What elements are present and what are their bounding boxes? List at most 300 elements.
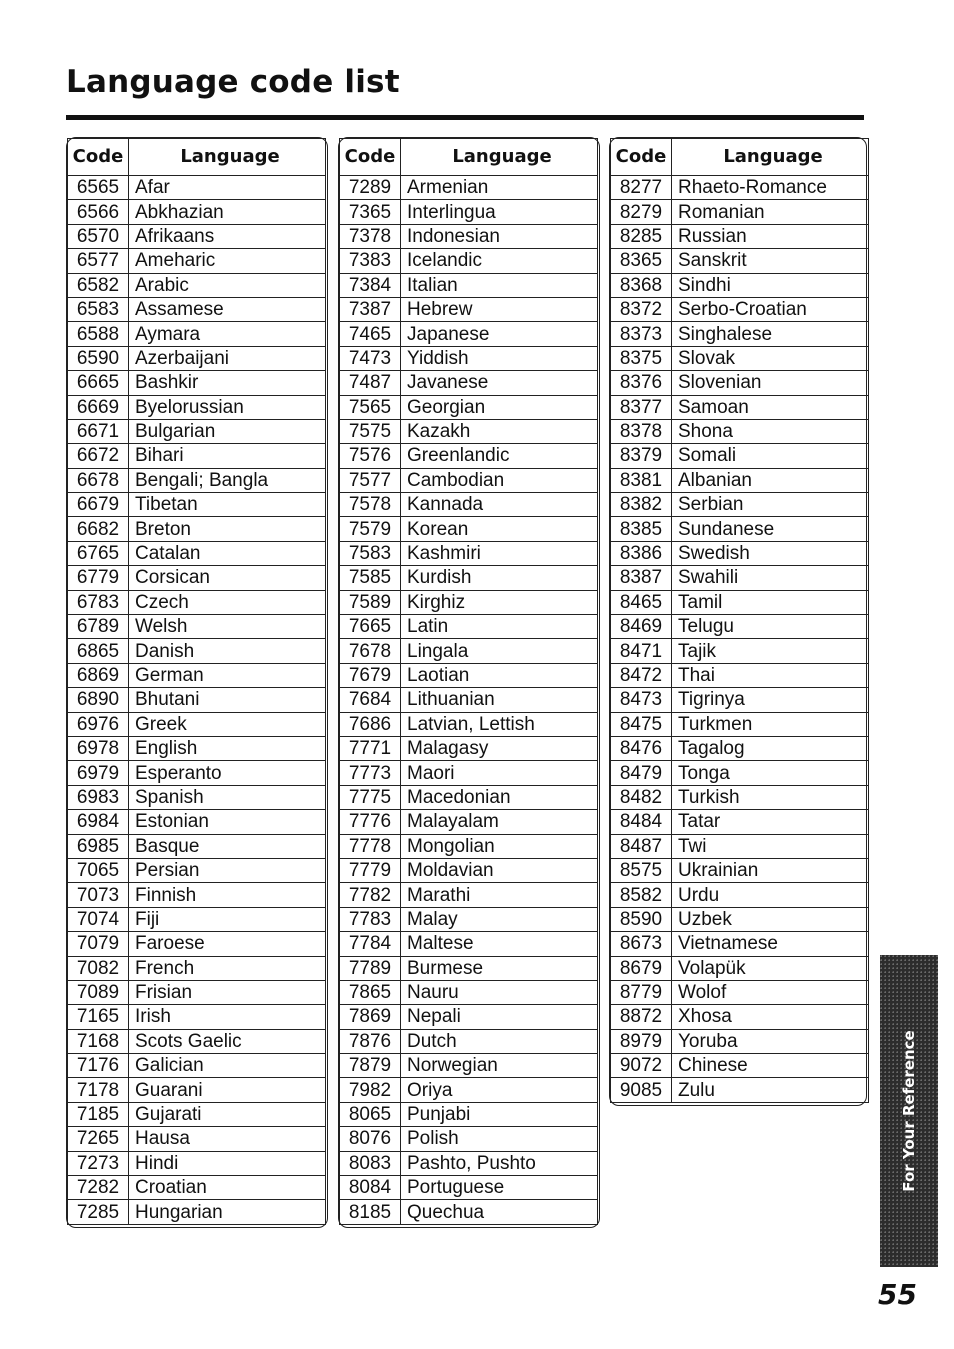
language-code-cell: 8387 — [611, 566, 672, 590]
table-row — [611, 590, 869, 614]
language-name-cell: Yoruba — [672, 1029, 869, 1053]
language-code-cell: 7789 — [340, 956, 401, 980]
language-code-cell: 8673 — [611, 932, 672, 956]
table-header-row — [68, 139, 326, 176]
language-code-cell: 7579 — [340, 517, 401, 541]
header-code: Code — [68, 139, 129, 176]
language-name-cell: Assamese — [129, 297, 326, 321]
table-row — [340, 1029, 598, 1053]
table-row — [340, 688, 598, 712]
language-name-cell: Spanish — [129, 785, 326, 809]
language-code-table-3 — [610, 138, 869, 1103]
language-code-cell: 7282 — [68, 1176, 129, 1200]
language-name-cell: Sundanese — [672, 517, 869, 541]
language-name-cell: Urdu — [672, 883, 869, 907]
table-row — [68, 322, 326, 346]
language-code-cell: 8582 — [611, 883, 672, 907]
table-row — [611, 444, 869, 468]
language-name-cell: Laotian — [401, 663, 598, 687]
table-row — [68, 736, 326, 760]
language-name-cell: Welsh — [129, 615, 326, 639]
table-row — [611, 1029, 869, 1053]
language-code-cell: 8376 — [611, 371, 672, 395]
language-code-cell: 7679 — [340, 663, 401, 687]
table-row — [68, 810, 326, 834]
language-code-cell: 7384 — [340, 273, 401, 297]
table-row — [340, 322, 598, 346]
table-row — [611, 834, 869, 858]
language-code-cell: 8279 — [611, 200, 672, 224]
language-code-cell: 8277 — [611, 176, 672, 200]
language-name-cell: Pashto, Pushto — [401, 1151, 598, 1175]
language-code-cell: 7074 — [68, 907, 129, 931]
language-code-cell: 7289 — [340, 176, 401, 200]
language-code-cell: 6566 — [68, 200, 129, 224]
table-row — [611, 224, 869, 248]
table-row — [68, 1078, 326, 1102]
table-row — [68, 273, 326, 297]
language-name-cell: Greenlandic — [401, 444, 598, 468]
table-row — [611, 517, 869, 541]
language-code-cell: 6985 — [68, 834, 129, 858]
language-code-cell: 8368 — [611, 273, 672, 297]
language-name-cell: Kazakh — [401, 419, 598, 443]
language-code-cell: 8465 — [611, 590, 672, 614]
language-name-cell: Malayalam — [401, 810, 598, 834]
language-code-cell: 7686 — [340, 712, 401, 736]
table-row — [611, 907, 869, 931]
language-name-cell: Croatian — [129, 1176, 326, 1200]
table-row — [340, 810, 598, 834]
table-row — [340, 956, 598, 980]
table-row — [340, 249, 598, 273]
table-row — [340, 419, 598, 443]
table-row — [340, 1127, 598, 1151]
language-code-cell: 6672 — [68, 444, 129, 468]
language-name-cell: Wolof — [672, 980, 869, 1004]
table-row — [340, 1005, 598, 1029]
language-name-cell: Yiddish — [401, 346, 598, 370]
table-row — [340, 736, 598, 760]
table-row — [340, 1151, 598, 1175]
table-row — [68, 297, 326, 321]
language-name-cell: Macedonian — [401, 785, 598, 809]
language-code-cell: 8385 — [611, 517, 672, 541]
table-row — [68, 249, 326, 273]
language-code-cell: 7565 — [340, 395, 401, 419]
table-row — [68, 1054, 326, 1078]
language-name-cell: Mongolian — [401, 834, 598, 858]
table-row — [68, 688, 326, 712]
language-name-cell: Afar — [129, 176, 326, 200]
language-name-cell: Hausa — [129, 1127, 326, 1151]
language-name-cell: Armenian — [401, 176, 598, 200]
language-name-cell: Hungarian — [129, 1200, 326, 1224]
language-code-cell: 8482 — [611, 785, 672, 809]
table-row — [611, 249, 869, 273]
table-row — [611, 493, 869, 517]
language-code-cell: 7082 — [68, 956, 129, 980]
language-name-cell: Indonesian — [401, 224, 598, 248]
table-row — [340, 761, 598, 785]
table-row — [611, 883, 869, 907]
language-name-cell: Italian — [401, 273, 598, 297]
table-row — [340, 297, 598, 321]
language-code-cell: 7784 — [340, 932, 401, 956]
language-name-cell: Moldavian — [401, 858, 598, 882]
language-code-cell: 7575 — [340, 419, 401, 443]
language-name-cell: Kirghiz — [401, 590, 598, 614]
language-name-cell: Zulu — [672, 1078, 869, 1102]
header-language: Language — [129, 139, 326, 176]
language-name-cell: Rhaeto-Romance — [672, 176, 869, 200]
side-tab-label: For Your Reference — [900, 1030, 918, 1192]
language-code-cell: 8381 — [611, 468, 672, 492]
language-code-cell: 7577 — [340, 468, 401, 492]
language-name-cell: Swahili — [672, 566, 869, 590]
table-row — [340, 273, 598, 297]
language-code-cell: 7776 — [340, 810, 401, 834]
language-name-cell: Nauru — [401, 980, 598, 1004]
table-row — [68, 1029, 326, 1053]
language-name-cell: Sanskrit — [672, 249, 869, 273]
language-name-cell: Twi — [672, 834, 869, 858]
table-row — [611, 297, 869, 321]
language-name-cell: Ukrainian — [672, 858, 869, 882]
table-row — [340, 590, 598, 614]
table-row — [611, 810, 869, 834]
table-row — [68, 224, 326, 248]
language-code-cell: 8285 — [611, 224, 672, 248]
table-row — [68, 615, 326, 639]
table-row — [611, 615, 869, 639]
table-row — [340, 858, 598, 882]
language-name-cell: Albanian — [672, 468, 869, 492]
language-name-cell: Latvian, Lettish — [401, 712, 598, 736]
language-code-cell: 7065 — [68, 858, 129, 882]
language-code-cell: 7473 — [340, 346, 401, 370]
language-code-cell: 8382 — [611, 493, 672, 517]
table-row — [340, 1176, 598, 1200]
language-name-cell: Danish — [129, 639, 326, 663]
language-code-cell: 6779 — [68, 566, 129, 590]
language-code-cell: 7387 — [340, 297, 401, 321]
language-name-cell: Tigrinya — [672, 688, 869, 712]
language-code-cell: 7273 — [68, 1151, 129, 1175]
language-code-cell: 7089 — [68, 980, 129, 1004]
table-row — [340, 566, 598, 590]
language-name-cell: Byelorussian — [129, 395, 326, 419]
language-code-cell: 6678 — [68, 468, 129, 492]
language-code-cell: 7678 — [340, 639, 401, 663]
language-code-cell: 7487 — [340, 371, 401, 395]
table-row — [68, 785, 326, 809]
language-name-cell: Persian — [129, 858, 326, 882]
table-row — [68, 566, 326, 590]
table-row — [68, 712, 326, 736]
language-name-cell: Portuguese — [401, 1176, 598, 1200]
language-name-cell: Javanese — [401, 371, 598, 395]
language-name-cell: Finnish — [129, 883, 326, 907]
table-row — [340, 444, 598, 468]
language-code-cell: 6671 — [68, 419, 129, 443]
language-name-cell: Kannada — [401, 493, 598, 517]
language-code-cell: 7876 — [340, 1029, 401, 1053]
language-code-cell: 6890 — [68, 688, 129, 712]
table-row — [68, 1102, 326, 1126]
language-name-cell: Azerbaijani — [129, 346, 326, 370]
language-code-cell: 6590 — [68, 346, 129, 370]
language-code-cell: 7665 — [340, 615, 401, 639]
language-name-cell: Bhutani — [129, 688, 326, 712]
table-row — [68, 176, 326, 200]
page-number: 55 — [878, 1278, 917, 1311]
language-code-cell: 7782 — [340, 883, 401, 907]
language-code-cell: 6865 — [68, 639, 129, 663]
language-name-cell: Turkmen — [672, 712, 869, 736]
table-row — [68, 371, 326, 395]
table-row — [340, 932, 598, 956]
header-code: Code — [611, 139, 672, 176]
language-code-cell: 7168 — [68, 1029, 129, 1053]
language-code-cell: 6682 — [68, 517, 129, 541]
language-code-cell: 6582 — [68, 273, 129, 297]
language-code-cell: 8185 — [340, 1200, 401, 1224]
language-name-cell: French — [129, 956, 326, 980]
table-row — [68, 663, 326, 687]
language-code-cell: 8872 — [611, 1005, 672, 1029]
table-row — [611, 761, 869, 785]
language-name-cell: Gujarati — [129, 1102, 326, 1126]
language-name-cell: Latin — [401, 615, 598, 639]
language-code-cell: 7684 — [340, 688, 401, 712]
table-row — [611, 932, 869, 956]
language-name-cell: Dutch — [401, 1029, 598, 1053]
language-name-cell: Tonga — [672, 761, 869, 785]
language-code-cell: 8979 — [611, 1029, 672, 1053]
table-row — [611, 712, 869, 736]
language-name-cell: Malay — [401, 907, 598, 931]
language-name-cell: Tamil — [672, 590, 869, 614]
table-row — [68, 444, 326, 468]
table-row — [68, 541, 326, 565]
language-name-cell: Xhosa — [672, 1005, 869, 1029]
language-name-cell: Shona — [672, 419, 869, 443]
table-row — [340, 785, 598, 809]
language-code-cell: 6789 — [68, 615, 129, 639]
language-name-cell: Kashmiri — [401, 541, 598, 565]
language-code-table-1 — [67, 138, 326, 1225]
table-row — [611, 322, 869, 346]
table-row — [68, 1151, 326, 1175]
language-code-cell: 8386 — [611, 541, 672, 565]
table-row — [611, 1005, 869, 1029]
language-name-cell: Punjabi — [401, 1102, 598, 1126]
language-code-cell: 7578 — [340, 493, 401, 517]
language-code-cell: 8076 — [340, 1127, 401, 1151]
language-code-cell: 8469 — [611, 615, 672, 639]
table-row — [68, 419, 326, 443]
header-code: Code — [340, 139, 401, 176]
language-name-cell: Faroese — [129, 932, 326, 956]
language-code-cell: 9085 — [611, 1078, 672, 1102]
language-name-cell: Greek — [129, 712, 326, 736]
language-name-cell: Interlingua — [401, 200, 598, 224]
language-name-cell: Russian — [672, 224, 869, 248]
language-code-cell: 6565 — [68, 176, 129, 200]
language-code-cell: 6669 — [68, 395, 129, 419]
language-name-cell: Bulgarian — [129, 419, 326, 443]
language-code-cell: 8472 — [611, 663, 672, 687]
table-row — [68, 395, 326, 419]
table-row — [611, 688, 869, 712]
table-row — [68, 493, 326, 517]
language-name-cell: Cambodian — [401, 468, 598, 492]
language-name-cell: Irish — [129, 1005, 326, 1029]
language-code-cell: 8679 — [611, 956, 672, 980]
language-name-cell: Estonian — [129, 810, 326, 834]
language-code-cell: 8375 — [611, 346, 672, 370]
language-name-cell: Romanian — [672, 200, 869, 224]
language-code-cell: 8065 — [340, 1102, 401, 1126]
language-code-cell: 7585 — [340, 566, 401, 590]
table-row — [340, 834, 598, 858]
language-code-cell: 7775 — [340, 785, 401, 809]
table-row — [68, 517, 326, 541]
language-name-cell: Galician — [129, 1054, 326, 1078]
language-code-cell: 7869 — [340, 1005, 401, 1029]
language-name-cell: Guarani — [129, 1078, 326, 1102]
language-name-cell: Malagasy — [401, 736, 598, 760]
language-code-cell: 8471 — [611, 639, 672, 663]
title-rule — [66, 115, 864, 120]
language-name-cell: Slovenian — [672, 371, 869, 395]
language-code-cell: 8484 — [611, 810, 672, 834]
table-row — [611, 639, 869, 663]
language-code-cell: 7779 — [340, 858, 401, 882]
table-row — [611, 785, 869, 809]
table-row — [611, 663, 869, 687]
language-name-cell: Volapük — [672, 956, 869, 980]
language-name-cell: Oriya — [401, 1078, 598, 1102]
table-row — [611, 1078, 869, 1102]
table-header-row — [340, 139, 598, 176]
language-code-cell: 7865 — [340, 980, 401, 1004]
table-row — [611, 956, 869, 980]
table-row — [68, 590, 326, 614]
language-code-cell: 7783 — [340, 907, 401, 931]
table-row — [68, 200, 326, 224]
language-code-cell: 7378 — [340, 224, 401, 248]
header-language: Language — [672, 139, 869, 176]
table-row — [611, 346, 869, 370]
table-row — [611, 200, 869, 224]
language-name-cell: Singhalese — [672, 322, 869, 346]
table-row — [340, 517, 598, 541]
language-name-cell: Tibetan — [129, 493, 326, 517]
language-code-cell: 7178 — [68, 1078, 129, 1102]
table-row — [340, 346, 598, 370]
language-name-cell: Aymara — [129, 322, 326, 346]
language-code-cell: 7982 — [340, 1078, 401, 1102]
table-row — [340, 468, 598, 492]
language-code-cell: 6679 — [68, 493, 129, 517]
table-row — [611, 541, 869, 565]
language-name-cell: Japanese — [401, 322, 598, 346]
language-name-cell: Chinese — [672, 1054, 869, 1078]
language-code-cell: 8365 — [611, 249, 672, 273]
language-code-cell: 8487 — [611, 834, 672, 858]
table-row — [611, 858, 869, 882]
language-name-cell: English — [129, 736, 326, 760]
language-name-cell: Serbian — [672, 493, 869, 517]
table-row — [68, 468, 326, 492]
table-row — [68, 639, 326, 663]
table-row — [340, 980, 598, 1004]
table-row — [611, 1054, 869, 1078]
language-name-cell: Afrikaans — [129, 224, 326, 248]
language-name-cell: Maltese — [401, 932, 598, 956]
language-code-cell: 7583 — [340, 541, 401, 565]
language-code-cell: 8476 — [611, 736, 672, 760]
table-row — [611, 419, 869, 443]
table-row — [340, 1102, 598, 1126]
language-name-cell: Bashkir — [129, 371, 326, 395]
language-name-cell: Norwegian — [401, 1054, 598, 1078]
table-row — [68, 1200, 326, 1224]
language-name-cell: Abkhazian — [129, 200, 326, 224]
language-code-cell: 7778 — [340, 834, 401, 858]
language-code-cell: 8379 — [611, 444, 672, 468]
language-code-cell: 7073 — [68, 883, 129, 907]
language-name-cell: Lithuanian — [401, 688, 598, 712]
language-code-cell: 6869 — [68, 663, 129, 687]
language-code-cell: 7383 — [340, 249, 401, 273]
table-row — [340, 493, 598, 517]
language-code-cell: 8084 — [340, 1176, 401, 1200]
language-code-cell: 6783 — [68, 590, 129, 614]
language-code-table-2 — [339, 138, 598, 1225]
language-name-cell: Kurdish — [401, 566, 598, 590]
language-name-cell: Marathi — [401, 883, 598, 907]
language-code-cell: 7265 — [68, 1127, 129, 1151]
language-name-cell: Tajik — [672, 639, 869, 663]
table-row — [611, 176, 869, 200]
section-side-tab — [880, 955, 938, 1267]
language-name-cell: Slovak — [672, 346, 869, 370]
language-code-cell: 8373 — [611, 322, 672, 346]
language-name-cell: Nepali — [401, 1005, 598, 1029]
table-row — [611, 566, 869, 590]
language-code-cell: 6979 — [68, 761, 129, 785]
language-name-cell: Korean — [401, 517, 598, 541]
table-row — [340, 371, 598, 395]
language-code-cell: 7365 — [340, 200, 401, 224]
table-row — [340, 176, 598, 200]
language-code-cell: 6570 — [68, 224, 129, 248]
table-row — [68, 858, 326, 882]
language-name-cell: Quechua — [401, 1200, 598, 1224]
table-row — [68, 346, 326, 370]
language-name-cell: Serbo-Croatian — [672, 297, 869, 321]
language-name-cell: Hindi — [129, 1151, 326, 1175]
language-name-cell: Tatar — [672, 810, 869, 834]
language-name-cell: Turkish — [672, 785, 869, 809]
table-row — [340, 907, 598, 931]
table-row — [611, 736, 869, 760]
language-name-cell: Frisian — [129, 980, 326, 1004]
table-row — [68, 907, 326, 931]
